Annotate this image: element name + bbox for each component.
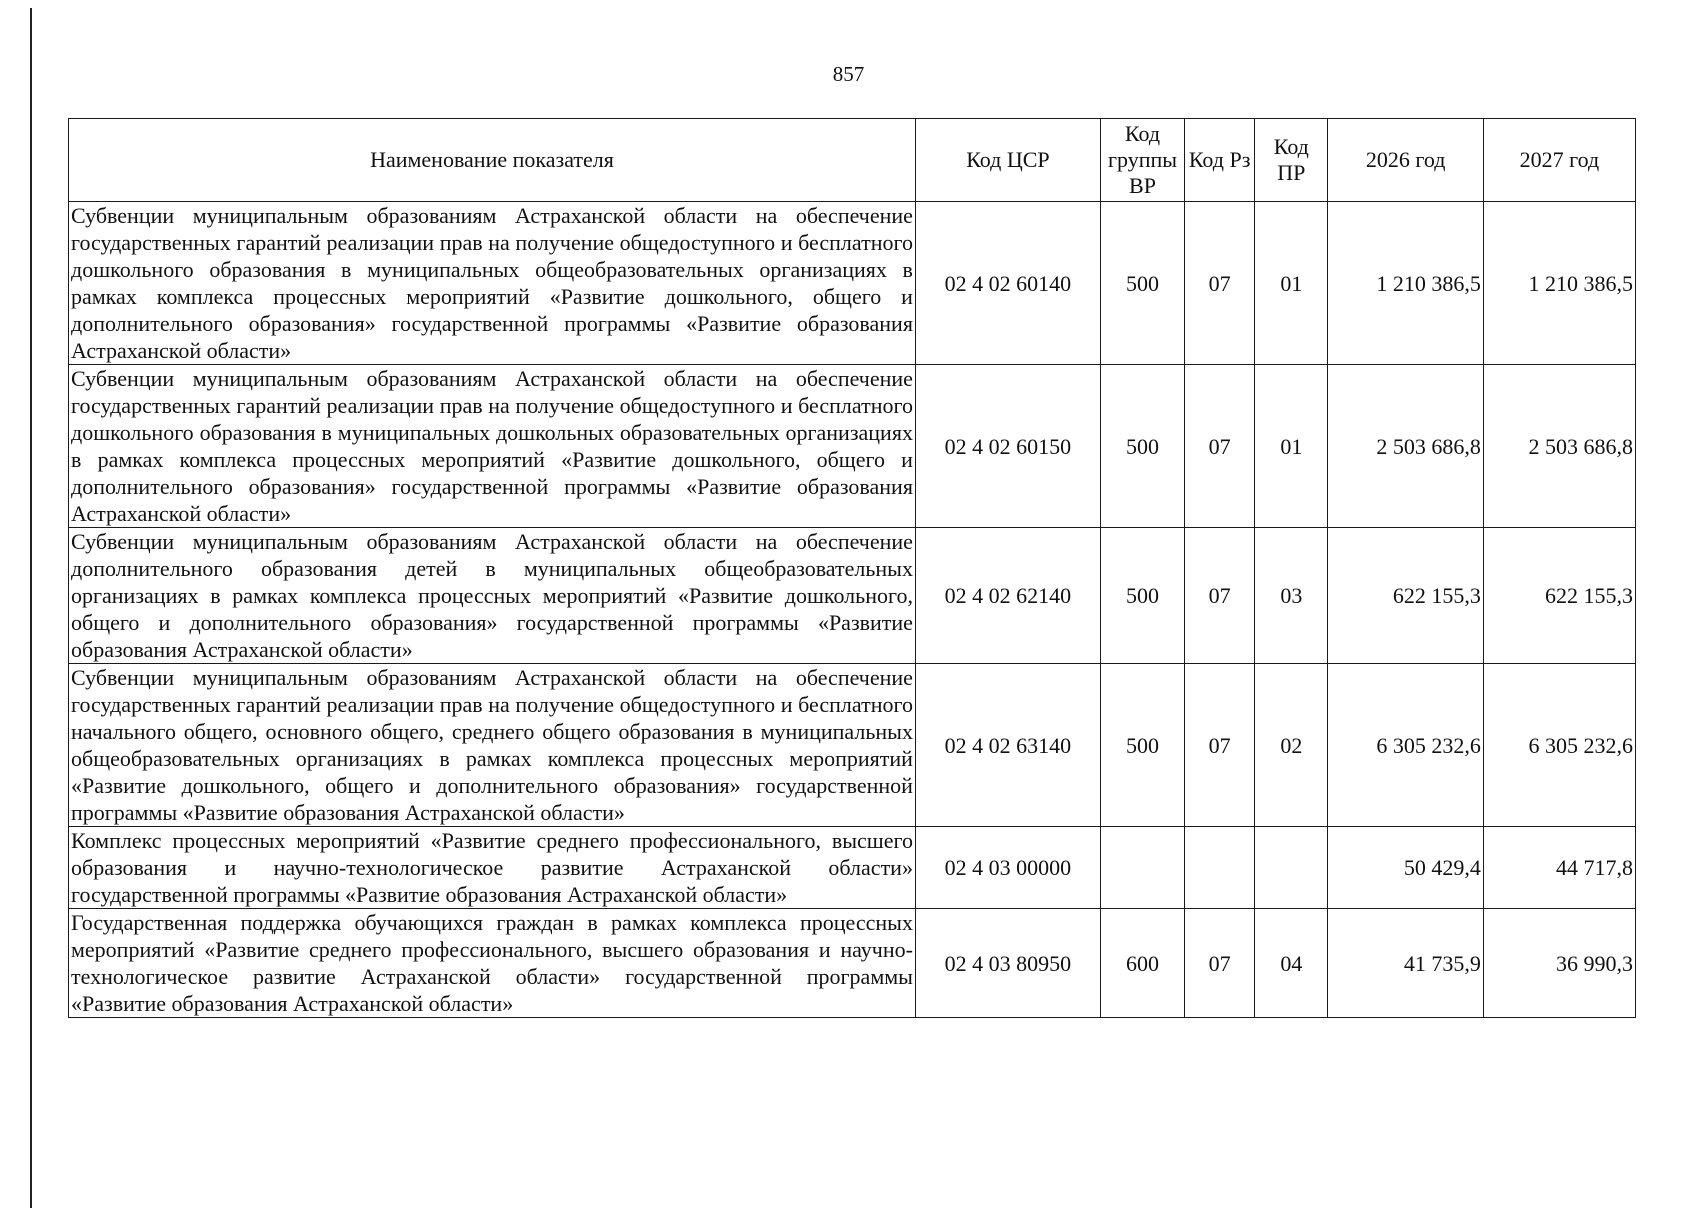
row-csr-code: 02 4 02 60140 bbox=[915, 202, 1100, 365]
row-vr-code: 600 bbox=[1100, 909, 1184, 1018]
row-pr-code: 02 bbox=[1255, 664, 1328, 827]
row-rz-code: 07 bbox=[1185, 202, 1255, 365]
row-pr-code: 03 bbox=[1255, 528, 1328, 664]
table-row bbox=[69, 664, 1636, 827]
row-name: Субвенции муниципальным образованиям Астраханской области на обеспечение дополнительного образования детей в муниципальных общеобразовательных организациях в рамках комплекса процессных мероприятий «Развитие дошкольного, общего и дополнительного образования» государственной программы «Развитие образования Астраханской области» bbox=[69, 528, 916, 664]
table-row bbox=[69, 528, 1636, 664]
row-name: Субвенции муниципальным образованиям Астраханской области на обеспечение государственных гарантий реализации прав на получение общедоступного и бесплатного дошкольного образования в муниципальных общеобразовательных организациях в рамках комплекса процессных мероприятий «Развитие дошкольного, общего и дополнительного образования» государственной программы «Развитие образования Астраханской области» bbox=[69, 202, 916, 365]
header-name: Наименование показателя bbox=[69, 119, 916, 202]
row-amount-2027: 44 717,8 bbox=[1483, 827, 1635, 909]
table-row bbox=[69, 909, 1636, 1018]
row-name: Государственная поддержка обучающихся граждан в рамках комплекса процессных мероприятий «Развитие среднего профессионального, высшего образования и научно-технологическое развитие Астраханской области» государственной программы «Развитие образования Астраханской области» bbox=[69, 909, 916, 1018]
row-vr-code: 500 bbox=[1100, 365, 1184, 528]
row-rz-code: 07 bbox=[1185, 664, 1255, 827]
row-amount-2026: 1 210 386,5 bbox=[1328, 202, 1483, 365]
table-row bbox=[69, 365, 1636, 528]
row-pr-code bbox=[1255, 827, 1328, 909]
table-header-row bbox=[69, 119, 1636, 202]
row-csr-code: 02 4 02 62140 bbox=[915, 528, 1100, 664]
row-amount-2027: 6 305 232,6 bbox=[1483, 664, 1635, 827]
header-year-2026: 2026 год bbox=[1328, 119, 1483, 202]
row-amount-2027: 622 155,3 bbox=[1483, 528, 1635, 664]
row-pr-code: 01 bbox=[1255, 365, 1328, 528]
row-amount-2026: 622 155,3 bbox=[1328, 528, 1483, 664]
row-rz-code bbox=[1185, 827, 1255, 909]
row-amount-2026: 41 735,9 bbox=[1328, 909, 1483, 1018]
row-amount-2027: 36 990,3 bbox=[1483, 909, 1635, 1018]
row-vr-code bbox=[1100, 827, 1184, 909]
budget-table bbox=[68, 118, 1636, 1018]
row-amount-2027: 2 503 686,8 bbox=[1483, 365, 1635, 528]
table-row bbox=[69, 827, 1636, 909]
row-csr-code: 02 4 03 00000 bbox=[915, 827, 1100, 909]
row-vr-code: 500 bbox=[1100, 202, 1184, 365]
binding-margin-line bbox=[30, 8, 32, 1208]
row-name: Субвенции муниципальным образованиям Астраханской области на обеспечение государственных гарантий реализации прав на получение общедоступного и бесплатного начального общего, основного общего, среднего общего образования в муниципальных общеобразовательных организациях в рамках комплекса процессных мероприятий «Развитие дошкольного, общего и дополнительного образования» государственной программы «Развитие образования Астраханской области» bbox=[69, 664, 916, 827]
row-amount-2027: 1 210 386,5 bbox=[1483, 202, 1635, 365]
row-csr-code: 02 4 03 80950 bbox=[915, 909, 1100, 1018]
row-amount-2026: 50 429,4 bbox=[1328, 827, 1483, 909]
row-rz-code: 07 bbox=[1185, 909, 1255, 1018]
row-vr-code: 500 bbox=[1100, 664, 1184, 827]
table-row bbox=[69, 202, 1636, 365]
row-name: Субвенции муниципальным образованиям Астраханской области на обеспечение государственных гарантий реализации прав на получение общедоступного и бесплатного дошкольного образования в муниципальных дошкольных образовательных организациях в рамках комплекса процессных мероприятий «Развитие дошкольного, общего и дополнительного образования» государственной программы «Развитие образования Астраханской области» bbox=[69, 365, 916, 528]
row-csr-code: 02 4 02 63140 bbox=[915, 664, 1100, 827]
header-pr-code: Код ПР bbox=[1255, 119, 1328, 202]
row-amount-2026: 2 503 686,8 bbox=[1328, 365, 1483, 528]
row-amount-2026: 6 305 232,6 bbox=[1328, 664, 1483, 827]
header-csr-code: Код ЦСР bbox=[915, 119, 1100, 202]
row-vr-code: 500 bbox=[1100, 528, 1184, 664]
row-rz-code: 07 bbox=[1185, 365, 1255, 528]
row-pr-code: 04 bbox=[1255, 909, 1328, 1018]
header-rz-code: Код Рз bbox=[1185, 119, 1255, 202]
page-number: 857 bbox=[832, 62, 865, 86]
row-csr-code: 02 4 02 60150 bbox=[915, 365, 1100, 528]
row-name: Комплекс процессных мероприятий «Развитие среднего профессионального, высшего образования и научно-технологическое развитие Астраханской области» государственной программы «Развитие образования Астраханской области» bbox=[69, 827, 916, 909]
header-vr-code: Код группы ВР bbox=[1100, 119, 1184, 202]
row-pr-code: 01 bbox=[1255, 202, 1328, 365]
header-year-2027: 2027 год bbox=[1483, 119, 1635, 202]
row-rz-code: 07 bbox=[1185, 528, 1255, 664]
